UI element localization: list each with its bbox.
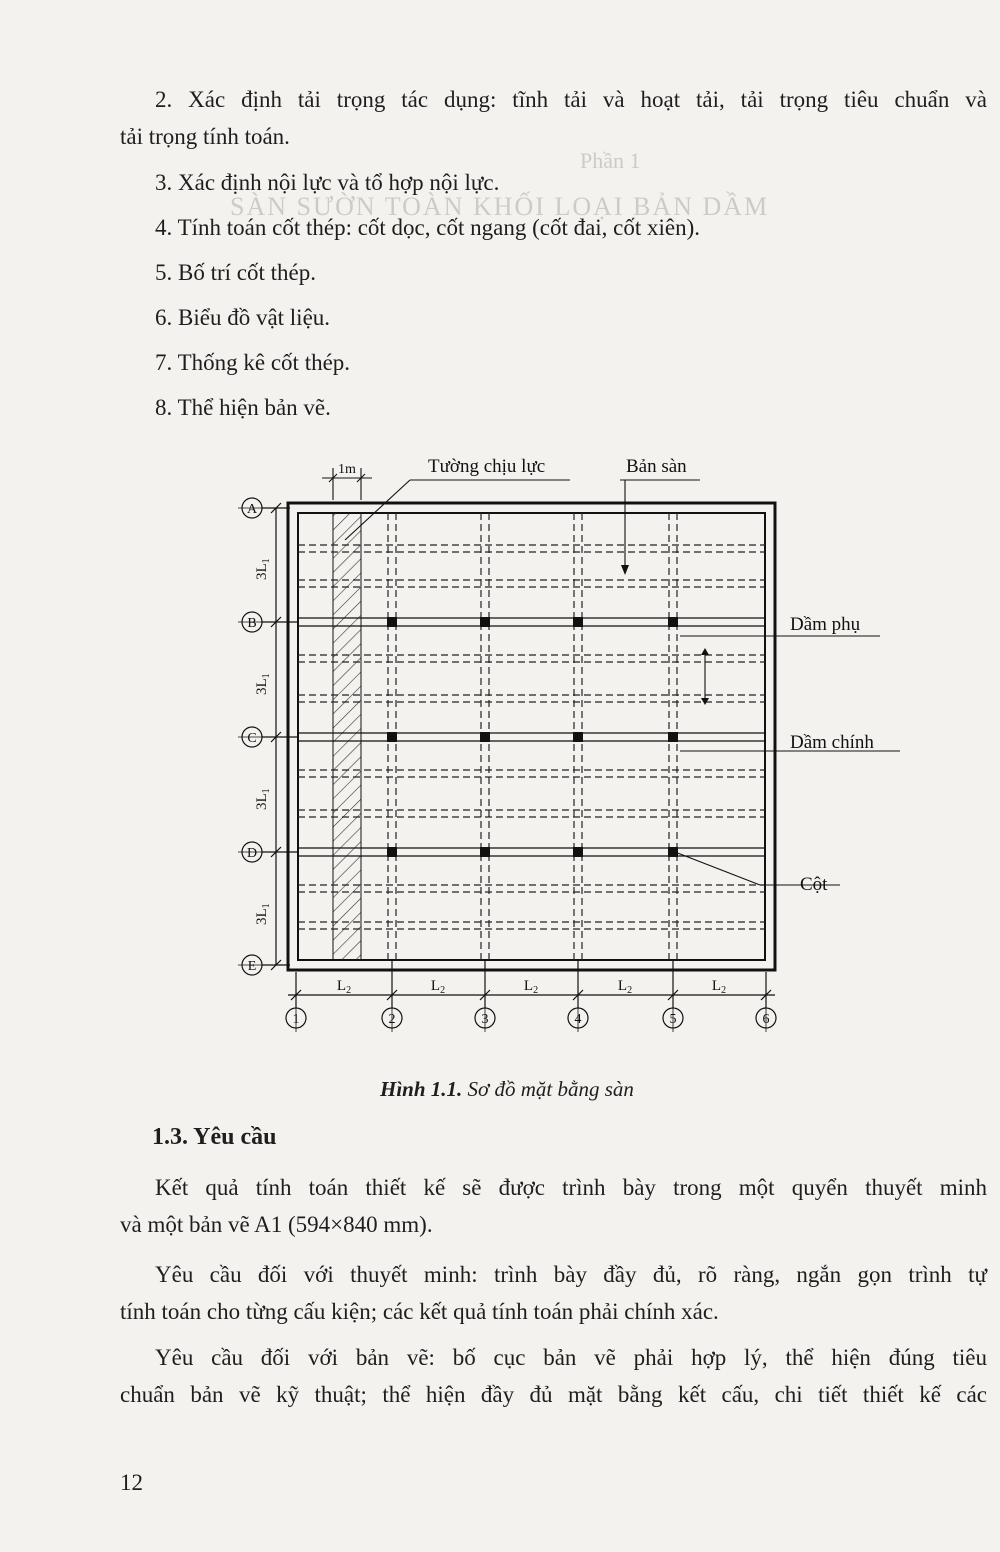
axis-label-d: D <box>246 846 258 861</box>
list-item-continuation: tải trọng tính toán. <box>120 124 290 149</box>
col-spacing-label: $L_2$ <box>617 978 633 996</box>
paragraph-line: Yêu cầu đối với bản vẽ: bố cục bản vẽ phải hợp lý, thể hiện đúng tiêu <box>155 1345 987 1370</box>
axis-label-a: A <box>246 502 258 517</box>
column <box>480 617 490 627</box>
slab-label: Bản sàn <box>626 456 687 477</box>
column <box>573 847 583 857</box>
list-item: 4. Tính toán cốt thép: cốt dọc, cốt ngang (cốt đai, cốt xiên). <box>155 215 701 240</box>
show-through-text: SÀN SƯỜN TOÀN KHỐI LOẠI BẢN DẦM <box>230 192 770 221</box>
page-number: 12 <box>120 1470 143 1495</box>
figure-caption-number: Hình 1.1. <box>380 1077 463 1101</box>
column <box>387 732 397 742</box>
figure-caption-text: Sơ đồ mặt bằng sàn <box>467 1077 634 1101</box>
paragraph-line: chuẩn bản vẽ kỹ thuật; thể hiện đầy đủ mặt bằng kết cấu, chi tiết thiết kế các <box>120 1382 987 1407</box>
column <box>573 732 583 742</box>
section-heading: 1.3. Yêu cầu <box>152 1124 277 1150</box>
col-spacing-label: $L_2$ <box>336 978 352 996</box>
column <box>668 617 678 627</box>
axis-label-3: 3 <box>481 1012 489 1027</box>
load-wall-label: Tường chịu lực <box>428 456 546 477</box>
show-through-text: Phần 1 <box>580 148 641 173</box>
axis-label-2: 2 <box>388 1012 396 1027</box>
list-item: 5. Bố trí cốt thép. <box>155 260 316 285</box>
row-spacing-label: $3L_1$ <box>254 903 272 925</box>
column-label: Cột <box>800 874 828 895</box>
paragraph-line: tính toán cho từng cấu kiện; các kết quả tính toán phải chính xác. <box>120 1299 719 1324</box>
axis-label-4: 4 <box>574 1012 582 1027</box>
list-item: 8. Thể hiện bản vẽ. <box>155 395 331 420</box>
paragraph-line: và một bản vẽ A1 (594×840 mm). <box>120 1212 433 1237</box>
list-item: 7. Thống kê cốt thép. <box>155 350 351 375</box>
col-spacing-label: $L_2$ <box>523 978 539 996</box>
paragraph-line: Yêu cầu đối với thuyết minh: trình bày đầy đủ, rõ ràng, ngắn gọn trình tự <box>155 1262 987 1287</box>
axis-label-b: B <box>247 616 257 631</box>
col-spacing-label: $L_2$ <box>430 978 446 996</box>
width-1m-label: 1m <box>338 462 356 477</box>
row-spacing-label: $3L_1$ <box>254 788 272 810</box>
column <box>480 847 490 857</box>
axis-label-1: 1 <box>292 1012 300 1027</box>
axis-label-c: C <box>247 731 257 746</box>
column <box>387 847 397 857</box>
axis-label-6: 6 <box>762 1012 770 1027</box>
column <box>480 732 490 742</box>
column <box>668 732 678 742</box>
row-spacing-label: $3L_1$ <box>254 673 272 695</box>
paragraph-line: Kết quả tính toán thiết kế sẽ được trình bày trong một quyển thuyết minh <box>155 1175 987 1200</box>
row-spacing-label: $3L_1$ <box>254 558 272 580</box>
col-spacing-label: $L_2$ <box>711 978 727 996</box>
list-item: 2. Xác định tải trọng tác dụng: tĩnh tải và hoạt tải, tải trọng tiêu chuẩn và <box>155 87 987 112</box>
column <box>573 617 583 627</box>
main-beam-label: Dầm chính <box>790 732 874 753</box>
axis-label-e: E <box>247 959 257 974</box>
figure-caption <box>380 1075 634 1103</box>
floor-plan-figure <box>0 440 1000 1060</box>
list-item: 3. Xác định nội lực và tổ hợp nội lực. <box>155 170 500 195</box>
column <box>387 617 397 627</box>
axis-label-5: 5 <box>669 1012 677 1027</box>
list-item: 6. Biểu đồ vật liệu. <box>155 305 331 330</box>
secondary-beam-label: Dầm phụ <box>790 614 861 635</box>
